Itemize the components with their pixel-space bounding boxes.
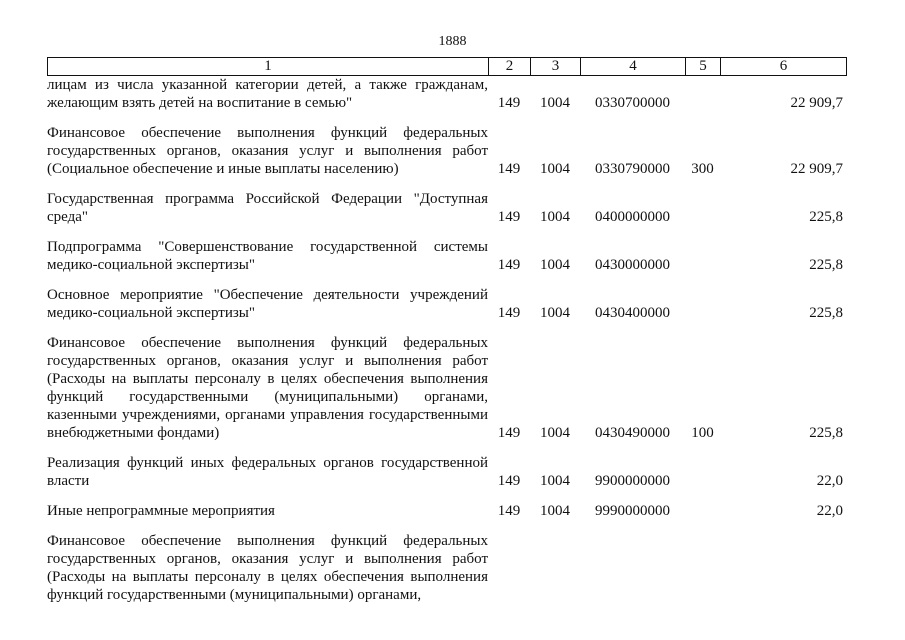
row-amount: 225,8 <box>809 257 843 273</box>
row-code-4: 0430490000 <box>595 425 670 441</box>
row-amount: 225,8 <box>809 305 843 321</box>
row-description: лицам из числа указанной категории детей, а также гражданам, желающим взять детей на воспитание в семью" <box>47 77 488 111</box>
table-row <box>47 76 847 112</box>
row-code-3: 1004 <box>540 95 570 111</box>
row-code-3: 1004 <box>540 425 570 441</box>
row-code-3: 1004 <box>540 503 570 519</box>
row-code-2: 149 <box>497 503 521 519</box>
table-row <box>47 334 847 442</box>
column-header-5: 5 <box>686 58 721 75</box>
table-row <box>47 124 847 178</box>
row-code-2: 149 <box>497 161 521 177</box>
row-amount: 22 909,7 <box>790 161 843 177</box>
row-code-4: 9990000000 <box>595 503 670 519</box>
column-header-6: 6 <box>779 58 788 74</box>
row-code-3: 1004 <box>540 209 570 225</box>
row-amount: 225,8 <box>809 209 843 225</box>
table-row <box>47 238 847 274</box>
row-code-4: 0330790000 <box>595 161 670 177</box>
row-amount: 22,0 <box>816 503 843 519</box>
row-description: Государственная программа Российской Федерации "Доступная среда" <box>47 191 488 225</box>
table-row <box>47 502 847 520</box>
row-code-2: 149 <box>497 257 521 273</box>
table-body <box>47 76 847 604</box>
row-description: Основное мероприятие "Обеспечение деятельности учреждений медико-социальной экспертизы" <box>47 287 488 321</box>
table-row <box>47 532 847 604</box>
row-code-3: 1004 <box>540 473 570 489</box>
row-code-2: 149 <box>497 209 521 225</box>
row-code-2: 149 <box>497 473 521 489</box>
column-header-2: 2 <box>489 58 531 75</box>
table-row <box>47 190 847 226</box>
row-amount: 22,0 <box>816 473 843 489</box>
row-code-4: 0430400000 <box>595 305 670 321</box>
row-code-2: 149 <box>497 95 521 111</box>
table-header <box>47 57 847 76</box>
column-header-3: 3 <box>531 58 581 75</box>
row-description: Реализация функций иных федеральных органов государственной власти <box>47 455 488 489</box>
row-code-5: 100 <box>691 425 714 441</box>
row-amount: 22 909,7 <box>790 95 843 111</box>
row-code-3: 1004 <box>540 305 570 321</box>
row-code-4: 0400000000 <box>595 209 670 225</box>
page-number: 1888 <box>438 34 467 49</box>
column-header-4: 4 <box>581 58 686 75</box>
row-description: Подпрограмма "Совершенствование государственной системы медико-социальной экспертизы" <box>47 239 488 273</box>
table-row <box>47 454 847 490</box>
row-code-4: 0330700000 <box>595 95 670 111</box>
row-amount: 225,8 <box>809 425 843 441</box>
row-description: Иные непрограммные мероприятия <box>47 503 275 519</box>
row-code-4: 0430000000 <box>595 257 670 273</box>
row-description: Финансовое обеспечение выполнения функций федеральных государственных органов, оказания услуг и выполнения работ (Расходы на выплаты персоналу в целях обеспечения выполнения функций государственными (муниципальными) органами, <box>47 533 488 603</box>
row-code-3: 1004 <box>540 161 570 177</box>
row-description: Финансовое обеспечение выполнения функций федеральных государственных органов, оказания услуг и выполнения работ (Социальное обеспечение и иные выплаты населению) <box>47 125 488 177</box>
table-row <box>47 286 847 322</box>
row-code-5: 300 <box>691 161 714 177</box>
row-code-3: 1004 <box>540 257 570 273</box>
column-header-1: 1 <box>48 58 489 75</box>
row-code-2: 149 <box>497 425 521 441</box>
row-code-2: 149 <box>497 305 521 321</box>
row-code-4: 9900000000 <box>595 473 670 489</box>
row-description: Финансовое обеспечение выполнения функций федеральных государственных органов, оказания услуг и выполнения работ (Расходы на выплаты персоналу в целях обеспечения выполнения функций государственными (муниципальными) органами, казенными учреждениями, органами управления государственными внебюджетными фондами) <box>47 335 488 441</box>
